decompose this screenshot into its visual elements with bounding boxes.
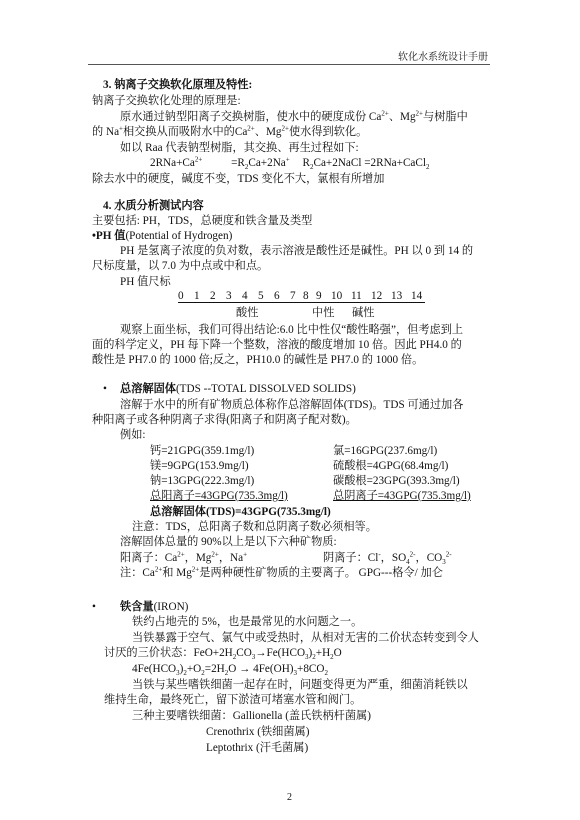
tds-total: 总溶解固体(TDS)=43GPG(735.3mg/l) bbox=[150, 506, 331, 518]
section-4-title: 4. 水质分析测试内容 bbox=[103, 200, 204, 212]
s3-para1-line2: 的 Na+相交换从而吸附水中的$Ca^{2+}$、$Mg^{2+}$使水得到软化。 bbox=[92, 124, 368, 138]
iron-bacteria-2: Crenothrix (铁细菌属) bbox=[206, 726, 310, 738]
tds-anions-list: 阴离子：Cl-，$SO_4^{2-}$，$CO_3^{2-}$ bbox=[323, 550, 452, 567]
iron-equation: $4Fe(HCO_3)_2+O_2=2H_2O \to 4Fe(OH)_3+8CO_2$ bbox=[132, 663, 328, 678]
ph-tick: 14 bbox=[411, 290, 423, 302]
s4-items: 主要包括: PH，TDS，总硬度和铁含量及类型 bbox=[92, 215, 313, 227]
tds-anion-row: 氯=16GPG(237.6mg/l) bbox=[333, 445, 438, 457]
s3-equation: $2RNa+Ca^{2+} =R_2Ca+2Na^+$ $R_2Ca+2NaCl$ =2RNa+CaCl$_2$ bbox=[150, 155, 430, 172]
iron-para2: 当铁暴露于空气、氯气中或受热时，从相对无害的二价状态转变到令人 bbox=[132, 632, 479, 644]
iron-para5: 维持生命，最终死亡，留下淤渣可堵塞水管和阀门。 bbox=[104, 694, 362, 706]
iron-para1: 铁约占地壳的 5%，也是最常见的水问题之一。 bbox=[132, 616, 363, 628]
s3-intro: 钠离子交换软化处理的原理是: bbox=[92, 95, 241, 107]
header-title: 软化水系统设计手册 bbox=[398, 52, 488, 63]
tds-para2: 种阳离子或各种阴离子求得(阳离子和阴离子配对数)。 bbox=[92, 414, 357, 426]
tds-note2: 注：$Ca^{2+}$和 $Mg^{2+}$是两种硬性矿物质的主要离子。 GPG---格令/ 加仑 bbox=[120, 565, 443, 579]
ph-base-label: 碱性 bbox=[352, 307, 375, 319]
tds-example: 例如: bbox=[120, 429, 146, 441]
ph-scale-label: PH 值尺标 bbox=[120, 276, 171, 288]
ph-tick: 10 bbox=[331, 290, 343, 302]
s3-para2: 如以 Raa 代表钠型树脂，其交换、再生过程如下: bbox=[120, 142, 359, 154]
iron-bacteria-1: 三种主要嗜铁细菌：Gallionella (盖氏铁柄杆菌属) bbox=[132, 710, 371, 722]
ph-tick: 11 bbox=[351, 290, 362, 302]
tds-note: 注意：TDS，总阳离子数和总阴离子数必须相等。 bbox=[132, 521, 377, 533]
page-number: 2 bbox=[287, 792, 292, 803]
ph-tick: 3 bbox=[226, 290, 232, 302]
iron-para3: 讨厌的三价状态：$FeO+2H_2CO_3\to Fe(HCO_3)_2+H_2O$ bbox=[104, 647, 342, 662]
ph-tick: 0 bbox=[178, 290, 184, 302]
ph-tick: 9 bbox=[316, 290, 322, 302]
ph-para3: 观察上面坐标，我们可得出结论:6.0 比中性仅“酸性略强”，但考虑到上 bbox=[120, 324, 464, 336]
ph-tick: 13 bbox=[391, 290, 403, 302]
iron-para4: 当铁与某些嗜铁细菌一起存在时，问题变得更为严重，细菌消耗铁以 bbox=[132, 679, 468, 691]
tds-total-cations: 总阳离子=43GPG(735.3mg/l) bbox=[150, 490, 288, 502]
s3-para3: 除去水中的硬度，碱度不变，TDS 变化不大，氯根有所增加 bbox=[92, 173, 385, 185]
tds-anion-row: 碳酸根=23GPG(393.3mg/l) bbox=[333, 475, 460, 487]
tds-cation-row: 镁=9GPG(153.9mg/l) bbox=[150, 460, 249, 472]
tds-cation-row: 钙=21GPG(359.1mg/l) bbox=[150, 445, 255, 457]
ph-para1: PH 是氢离子浓度的负对数，表示溶液是酸性还是碱性。PH 以 0 到 14 的 bbox=[120, 245, 474, 257]
ph-para4: 面的科学定义，PH 每下降一个整数，溶液的酸度增加 10 倍。因此 PH4.0 的 bbox=[92, 339, 462, 351]
tds-para1: 溶解于水中的所有矿物质总体称作总溶解固体(TDS)。TDS 可通过加各 bbox=[120, 399, 464, 411]
tds-anion-row: 硫酸根=4GPG(68.4mg/l) bbox=[333, 460, 449, 472]
ph-neutral-label: 中性 bbox=[312, 307, 335, 319]
ph-para5: 酸性是 PH7.0 的 1000 倍;反之，PH10.0 的碱性是 PH7.0 的 1000 倍。 bbox=[92, 354, 424, 366]
ph-tick: 7 bbox=[290, 290, 296, 302]
tds-cation-row: 钠=13GPG(222.3mg/l) bbox=[150, 475, 255, 487]
ph-tick: 8 bbox=[303, 290, 309, 302]
ph-tick: 2 bbox=[210, 290, 216, 302]
s3-para1-line1: 原水通过钠型阳离子交换树脂，使水中的硬度成份 $Ca^{2+}$、$Mg^{2+}$与树脂中 bbox=[120, 109, 468, 123]
ph-tick: 1 bbox=[194, 290, 200, 302]
tds-bullet: • bbox=[103, 383, 107, 395]
iron-bacteria-3: Leptothrix (汗毛菌属) bbox=[206, 742, 309, 754]
iron-bullet: • bbox=[92, 601, 96, 613]
ph-title: •PH 值(Potential of Hydrogen) bbox=[92, 230, 233, 242]
tds-cations-list: 阳离子：$Ca^{2+}$，$Mg^{2+}$，Na+ bbox=[120, 550, 248, 564]
header-rule bbox=[88, 64, 490, 65]
ph-acid-label: 酸性 bbox=[236, 307, 259, 319]
ph-scale bbox=[178, 290, 425, 303]
ph-tick: 5 bbox=[258, 290, 264, 302]
ph-para2: 尺标度量，以 7.0 为中点或中和点。 bbox=[92, 260, 269, 272]
tds-title: 总溶解固体(TDS --TOTAL DISSOLVED SOLIDS) bbox=[120, 383, 356, 395]
iron-title: 铁含量(IRON) bbox=[120, 601, 189, 613]
ph-tick: 12 bbox=[371, 290, 383, 302]
ph-tick: 4 bbox=[242, 290, 248, 302]
section-3-title: 3. 钠离子交换软化原理及特性: bbox=[103, 79, 253, 91]
ph-tick: 6 bbox=[274, 290, 280, 302]
tds-para3: 溶解固体总量的 90%以上是以下六种矿物质: bbox=[120, 536, 337, 548]
tds-total-anions: 总阴离子=43GPG(735.3mg/l) bbox=[333, 490, 471, 502]
